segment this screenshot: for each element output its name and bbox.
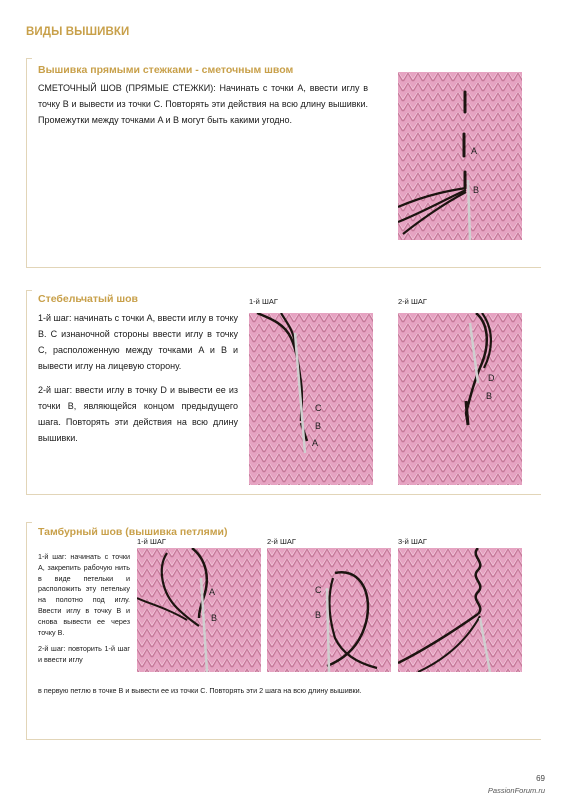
chain-point-a-label: A xyxy=(209,587,216,597)
chain-stitch-text xyxy=(38,552,130,666)
stem-step2-label: 2-й ШАГ xyxy=(398,297,427,306)
site-watermark: PassionForum.ru xyxy=(487,786,545,795)
stem-step1-photo xyxy=(249,313,373,485)
section-frame-corner xyxy=(26,290,32,291)
stem2-point-b-label: B xyxy=(486,391,493,401)
stem-step1-label: 1-й ШАГ xyxy=(249,297,278,306)
stem-point-b-label: B xyxy=(315,421,322,431)
stem-stitch-title: Стебельчатый шов xyxy=(38,293,138,305)
chain-stitch-title: Тамбурный шов (вышивка петлями) xyxy=(38,526,228,538)
stem-step2-text: 2-й шаг: ввести иглу в точку D и вывести ее из точки B, являющейся концом предыдущего шага. Повторять эти действия на всю длину вышивки. xyxy=(38,385,238,443)
chain-step2-label: 2-й ШАГ xyxy=(267,537,296,546)
point-b-label: B xyxy=(473,185,480,195)
point-a-label: A xyxy=(471,146,478,156)
chain-step2-photo xyxy=(267,548,391,672)
chain2-point-c-label: C xyxy=(315,585,322,595)
chain-step2-text: 2-й шаг: повторить 1-й шаг и ввести иглу xyxy=(38,644,130,665)
running-stitch-text: СМЕТОЧНЫЙ ШОВ (ПРЯМЫЕ СТЕЖКИ): Начинать с точки A, ввести иглу в точку B и вывести из точки C. Повторять эти действия на всю длину вышивки. Промежутки между точками A и B могут быть какими угодно. xyxy=(38,83,368,125)
chain-step1-label: 1-й ШАГ xyxy=(137,537,166,546)
stem-point-a-label: A xyxy=(312,438,319,448)
page-number: 69 xyxy=(536,774,545,783)
stem-point-c-label: C xyxy=(315,403,322,413)
stem-step2-photo xyxy=(398,313,522,485)
chain-step1-text: 1-й шаг: начинать с точки A, закрепить рабочую нить в виде петельки и расположить эту петельку на полотно под иглу. Ввести иглу в точку B и снова вывести ее через точку B. xyxy=(38,552,130,637)
chain-step1-photo xyxy=(137,548,261,672)
running-stitch-photo xyxy=(398,72,522,240)
page-title: ВИДЫ ВЫШИВКИ xyxy=(26,26,130,38)
chain2-point-b-label: B xyxy=(315,610,322,620)
stem-step1-text: 1-й шаг: начинать с точки A, ввести иглу в точку B. С изнаночной стороны ввести иглу в точку C, расположенную между точками A и B и вывести иглу на лицевую сторону. xyxy=(38,313,238,371)
stem-stitch-text xyxy=(38,310,238,454)
chain-point-b-label: B xyxy=(211,613,218,623)
stem2-point-d-label: D xyxy=(488,373,495,383)
chain-step3-label: 3-й ШАГ xyxy=(398,537,427,546)
chain-step2-continued: в первую петлю в точке B и вывести ее из точки C. Повторять эти 2 шага на всю длину вышивки. xyxy=(38,686,362,695)
section-frame-corner xyxy=(26,522,32,523)
running-stitch-title: Вышивка прямыми стежками - сметочным швом xyxy=(38,64,294,76)
chain-step3-photo xyxy=(398,548,522,672)
section-frame-corner xyxy=(26,58,32,59)
